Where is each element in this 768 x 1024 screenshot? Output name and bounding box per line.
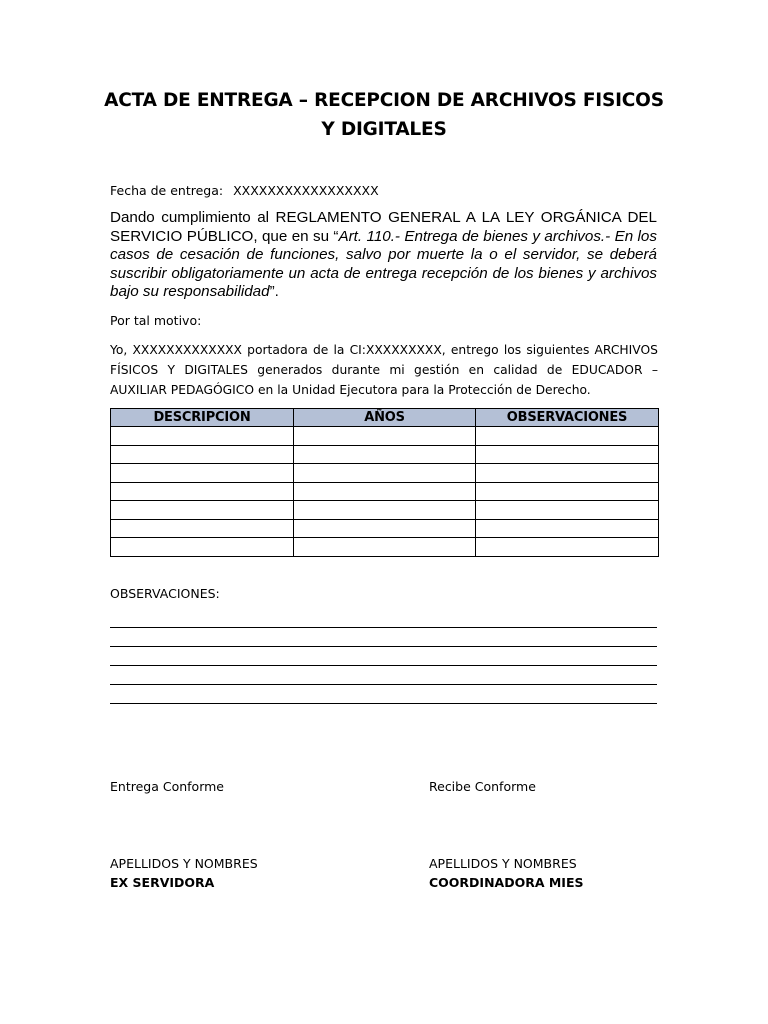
table-cell [111,519,294,538]
observation-line [110,703,657,704]
table-cell [476,519,659,538]
intro-end: ”. [269,283,279,300]
table-row [111,445,659,464]
table-body [111,427,659,557]
table-cell [111,538,294,557]
table-header-row [111,409,659,427]
table-cell [111,445,294,464]
right-names-label: APELLIDOS Y NOMBRES [429,856,577,871]
table-cell [476,445,659,464]
table-cell [111,482,294,501]
column-header-anos: AÑOS [294,409,476,427]
observations-label: OBSERVACIONES: [110,586,220,601]
table-cell [294,464,476,483]
document-title: ACTA DE ENTREGA – RECEPCION DE ARCHIVOS FISICOS Y DIGITALES [104,90,664,140]
receive-conforme-label: Recibe Conforme [429,779,536,794]
table-row [111,501,659,520]
table-cell [476,464,659,483]
left-names-label: APELLIDOS Y NOMBRES [110,856,258,871]
right-role: COORDINADORA MIES [429,875,584,890]
table-cell [111,501,294,520]
table-cell [294,538,476,557]
column-header-descripcion: DESCRIPCION [111,409,294,427]
observation-line [110,646,657,647]
legal-intro-paragraph [110,209,657,302]
delivery-date-value: XXXXXXXXXXXXXXXXX [233,183,379,198]
table-cell [294,519,476,538]
table-cell [111,427,294,446]
table-cell [294,427,476,446]
table-row [111,427,659,446]
table-cell [476,427,659,446]
table-cell [476,482,659,501]
table-row [111,464,659,483]
observation-line [110,665,657,666]
table-row [111,519,659,538]
delivery-conforme-label: Entrega Conforme [110,779,224,794]
delivery-date [110,183,379,198]
observation-line [110,627,657,628]
table-cell [294,501,476,520]
intro-text: Dando cumplimiento al REGLAMENTO GENERAL A LA LEY ORGÁNICA DEL SERVICIO PÚBLICO, que en su “ [110,209,657,245]
motive-line: Por tal motivo: [110,313,202,328]
column-header-observaciones: OBSERVACIONES [476,409,659,427]
table-cell [294,445,476,464]
table-cell [476,538,659,557]
delivery-date-label: Fecha de entrega: [110,183,224,198]
table-row [111,482,659,501]
table-cell [294,482,476,501]
declaration-paragraph: Yo, XXXXXXXXXXXXX portadora de la CI:XXXXXXXXX, entrego los siguientes ARCHIVOS FÍSICOS Y DIGITALES generados durante mi gestión en calidad de EDUCADOR – AUXILIAR PEDAGÓGICO en la Unidad Ejecutora para la Protección de Derecho. [110,343,658,397]
archives-table [110,408,659,557]
table-cell [476,501,659,520]
article-quote: Art. 110.- Entrega de bienes y archivos.- En los casos de cesación de funciones, salvo por muerte la o el servidor, se deberá suscribir obligatoriamente un acta de entrega recepción de los bienes y archivos bajo su responsabilidad [110,227,657,300]
left-role: EX SERVIDORA [110,875,215,890]
table-cell [111,464,294,483]
observation-line [110,684,657,685]
table-row [111,538,659,557]
